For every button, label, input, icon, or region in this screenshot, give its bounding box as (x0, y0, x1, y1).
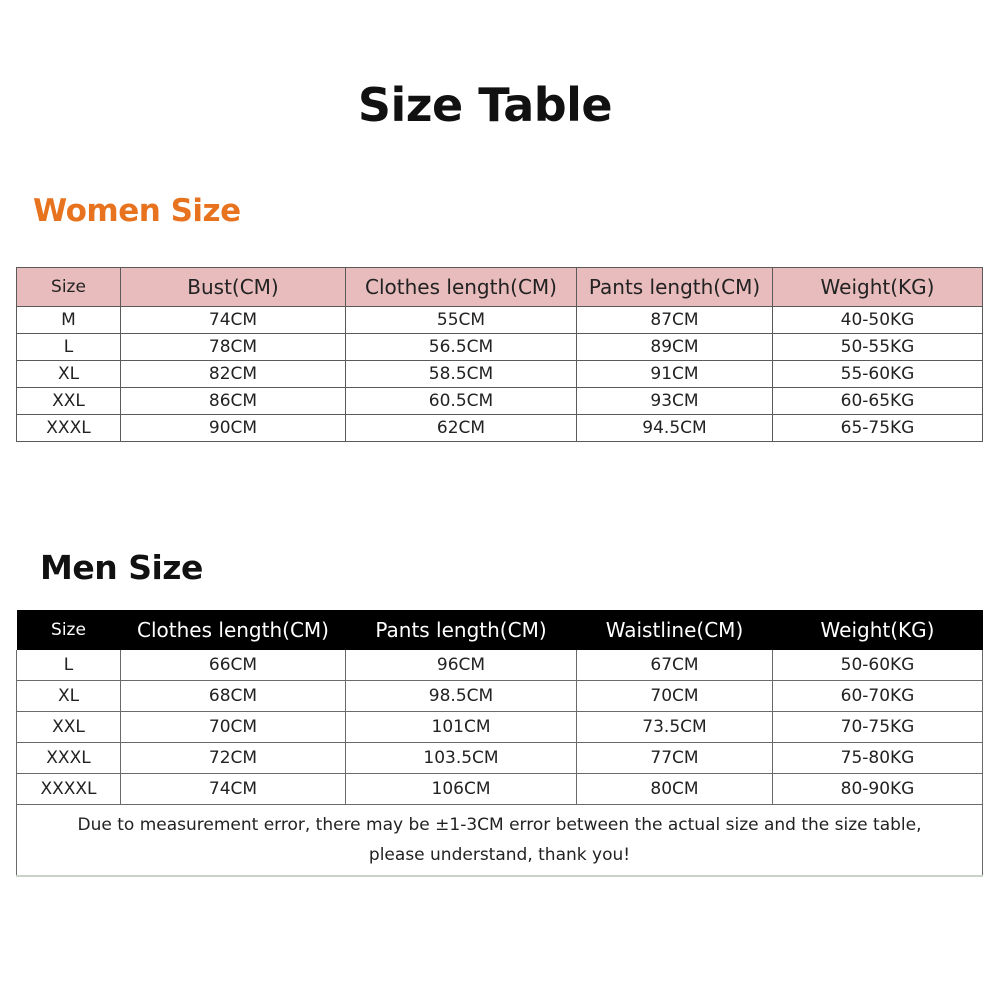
table-cell: L (17, 334, 121, 361)
table-cell: 73.5CM (577, 712, 773, 743)
table-cell: XL (17, 681, 121, 712)
table-row (17, 743, 983, 774)
column-header: Clothes length(CM) (121, 610, 346, 650)
table-row (17, 681, 983, 712)
note-row (17, 805, 983, 877)
note-line-1: Due to measurement error, there may be ±1-3CM error between the actual size and the size table, (77, 815, 922, 835)
column-header: Pants length(CM) (577, 268, 773, 307)
column-header: Clothes length(CM) (346, 268, 577, 307)
table-cell: 50-55KG (773, 334, 983, 361)
column-header: Pants length(CM) (346, 610, 577, 650)
table-row (17, 334, 983, 361)
note-line-2: please understand, thank you! (368, 845, 631, 865)
table-cell: 80CM (577, 774, 773, 805)
column-header: Weight(KG) (773, 268, 983, 307)
table-cell: 50-60KG (773, 650, 983, 681)
table-cell: 77CM (577, 743, 773, 774)
page-title: Size Table (357, 78, 613, 132)
table-cell: L (17, 650, 121, 681)
table-cell: 60-65KG (773, 388, 983, 415)
table-cell: 106CM (346, 774, 577, 805)
table-cell: 87CM (577, 307, 773, 334)
table-cell: 70-75KG (773, 712, 983, 743)
table-cell: 96CM (346, 650, 577, 681)
men-size-heading: Men Size (40, 548, 203, 587)
table-cell: 74CM (121, 307, 346, 334)
table-cell: M (17, 307, 121, 334)
men-size-table (16, 610, 983, 877)
table-cell: 70CM (577, 681, 773, 712)
table-cell: XXXL (17, 743, 121, 774)
table-row (17, 307, 983, 334)
table-cell: 91CM (577, 361, 773, 388)
column-header: Size (17, 610, 121, 650)
table-row (17, 712, 983, 743)
table-cell: 55CM (346, 307, 577, 334)
table-cell: XXL (17, 388, 121, 415)
table-cell: 60.5CM (346, 388, 577, 415)
column-header: Bust(CM) (121, 268, 346, 307)
table-row (17, 650, 983, 681)
table-cell: 86CM (121, 388, 346, 415)
table-cell: 75-80KG (773, 743, 983, 774)
table-cell: 66CM (121, 650, 346, 681)
table-cell: 103.5CM (346, 743, 577, 774)
table-cell: 94.5CM (577, 415, 773, 442)
table-row (17, 361, 983, 388)
table-cell: 93CM (577, 388, 773, 415)
column-header: Waistline(CM) (577, 610, 773, 650)
table-cell: 80-90KG (773, 774, 983, 805)
table-header-row (17, 268, 983, 307)
women-size-heading: Women Size (33, 193, 241, 229)
table-cell: 82CM (121, 361, 346, 388)
table-row (17, 415, 983, 442)
table-cell: 101CM (346, 712, 577, 743)
column-header: Size (17, 268, 121, 307)
table-row (17, 774, 983, 805)
table-cell: 55-60KG (773, 361, 983, 388)
table-cell: 74CM (121, 774, 346, 805)
table-cell: 89CM (577, 334, 773, 361)
table-cell: 58.5CM (346, 361, 577, 388)
table-cell: 78CM (121, 334, 346, 361)
table-cell: XXXXL (17, 774, 121, 805)
table-cell: 40-50KG (773, 307, 983, 334)
measurement-note (17, 805, 983, 877)
table-cell: 60-70KG (773, 681, 983, 712)
table-cell: 65-75KG (773, 415, 983, 442)
table-row (17, 388, 983, 415)
table-cell: 98.5CM (346, 681, 577, 712)
table-cell: XXXL (17, 415, 121, 442)
table-cell: 90CM (121, 415, 346, 442)
table-cell: 68CM (121, 681, 346, 712)
table-cell: 70CM (121, 712, 346, 743)
table-cell: 72CM (121, 743, 346, 774)
table-cell: 56.5CM (346, 334, 577, 361)
women-size-table (16, 267, 983, 442)
table-cell: 62CM (346, 415, 577, 442)
table-cell: XXL (17, 712, 121, 743)
table-header-row (17, 610, 983, 650)
table-cell: 67CM (577, 650, 773, 681)
column-header: Weight(KG) (773, 610, 983, 650)
table-cell: XL (17, 361, 121, 388)
